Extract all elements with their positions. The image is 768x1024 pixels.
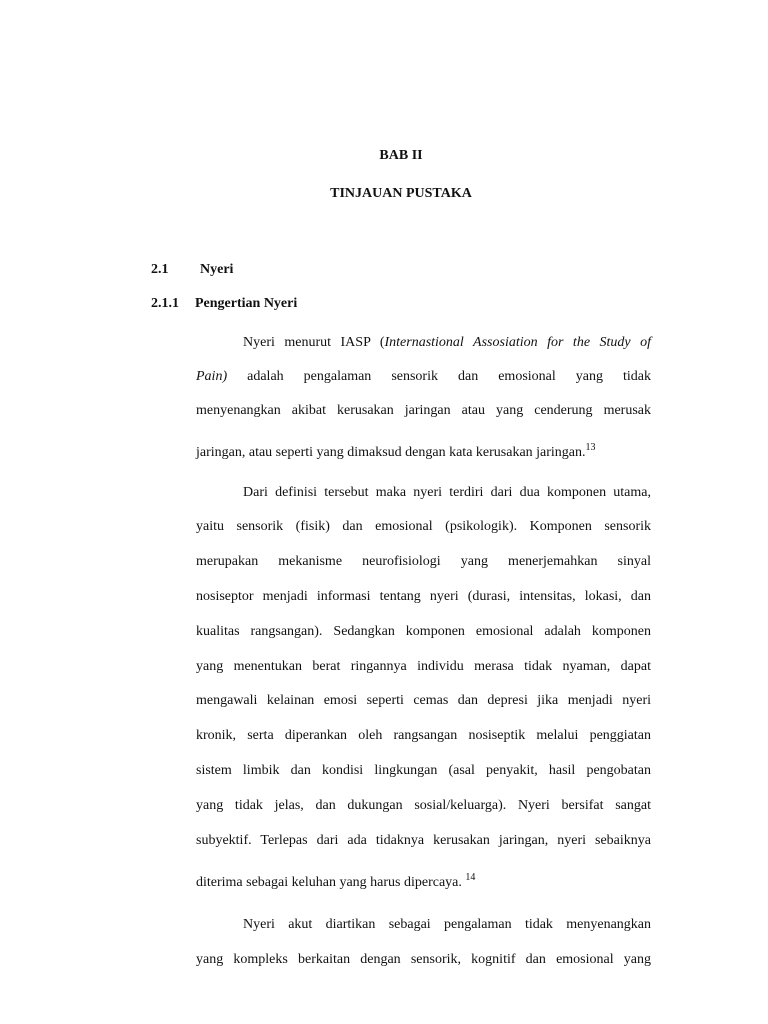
paragraph-line: Nyeri akut diartikan sebagai pengalaman tidak menyenangkan <box>243 917 651 932</box>
paragraph-line: diterima sebagai keluhan yang harus dipercaya. $^{14}$ <box>196 872 476 890</box>
paragraph-line: nosiseptor menjadi informasi tentang nyeri (durasi, intensitas, lokasi, dan <box>196 589 651 604</box>
paragraph-line: yang tidak jelas, dan dukungan sosial/keluarga). Nyeri bersifat sangat <box>196 798 651 813</box>
paragraph-line: sistem limbik dan kondisi lingkungan (asal penyakit, hasil pengobatan <box>196 763 651 778</box>
section-number: 2.1 <box>151 262 169 277</box>
subsection-title: Pengertian Nyeri <box>195 296 298 311</box>
paragraph-line: yang menentukan berat ringannya individu merasa tidak nyaman, dapat <box>196 659 651 674</box>
subsection-number: 2.1.1 <box>151 296 179 311</box>
footnote-ref: 14 <box>465 872 476 883</box>
paragraph-line: kualitas rangsangan). Sedangkan komponen emosional adalah komponen <box>196 624 651 639</box>
paragraph-line: menyenangkan akibat kerusakan jaringan atau yang cenderung merusak <box>196 403 651 418</box>
paragraph-line: Dari definisi tersebut maka nyeri terdiri dari dua komponen utama, <box>243 485 651 500</box>
footnote-ref: 13 <box>585 442 596 453</box>
paragraph-line: Pain) adalah pengalaman sensorik dan emosional yang tidak <box>196 369 651 384</box>
paragraph-line: Nyeri menurut IASP (Internastional Assosiation for the Study of <box>243 335 651 350</box>
subsection-heading <box>151 296 297 312</box>
paragraph-line: yang kompleks berkaitan dengan sensorik, kognitif dan emosional yang <box>196 952 651 967</box>
paragraph-line: subyektif. Terlepas dari ada tidaknya kerusakan jaringan, nyeri sebaiknya <box>196 833 651 848</box>
paragraph-line: kronik, serta diperankan oleh rangsangan nosiseptik melalui penggiatan <box>196 728 651 743</box>
paragraph-line: merupakan mekanisme neurofisiologi yang menerjemahkan sinyal <box>196 554 651 569</box>
chapter-title: TINJAUAN PUSTAKA <box>330 186 472 201</box>
paragraph-line: yaitu sensorik (fisik) dan emosional (psikologik). Komponen sensorik <box>196 519 651 534</box>
section-title: Nyeri <box>200 262 234 277</box>
section-heading <box>151 262 233 278</box>
paragraph-line: mengawali kelainan emosi seperti cemas dan depresi jika menjadi nyeri <box>196 693 651 708</box>
chapter-heading: BAB II <box>379 148 423 163</box>
paragraph-line: jaringan, atau seperti yang dimaksud dengan kata kerusakan jaringan.$^{13}$ <box>196 442 596 460</box>
